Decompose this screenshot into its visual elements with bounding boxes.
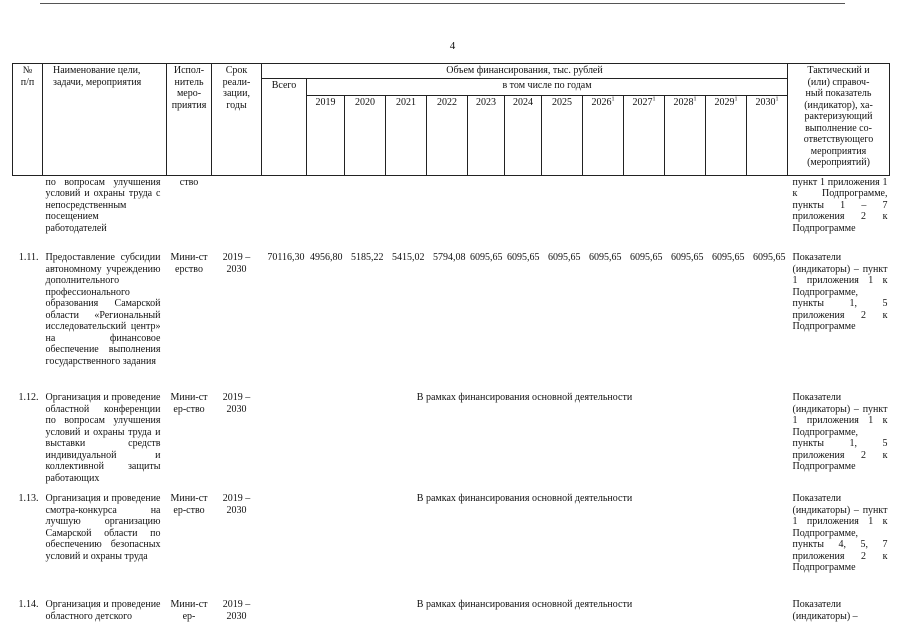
table-row — [13, 391, 890, 492]
row-indicator: пункт 1 приложения 1 к Подпрограмме, пункты 1 – 7 приложения 2 к Подпрограмме — [792, 176, 888, 234]
row-number: 1.13. — [18, 493, 39, 504]
header-year-2026: 2026$^1$ — [583, 95, 624, 175]
row-indicator: Показатели (индикаторы) – пункт 1 приложения 1 к Подпрограмме, пункты 1, 5 приложения 2 к Подпрограмме — [792, 252, 888, 332]
row-funding-empty — [262, 175, 788, 251]
header-indicator: Тактический и (или) справоч- ный показатель (индикатор), ха- рактеризующий выполнение со- ответствующего мероприятия (мероприятий) — [788, 64, 890, 176]
row-year-value: 5185,22 — [351, 252, 384, 263]
row-executor: Мини-стерство — [170, 252, 208, 275]
row-name: Предоставление субсидии автономному учреждению дополнительного профессионального образования Самарской области «Региональный исследовательский центр» на финансовое обеспечение выполнения государственного задания — [45, 252, 161, 367]
row-indicator: Показатели (индикаторы) – — [792, 599, 858, 622]
header-executor: Испол- нитель меро- приятия — [167, 64, 212, 176]
row-funding-note: В рамках финансирования основной деятельности — [416, 599, 633, 610]
header-year-2020: 2020 — [345, 95, 386, 175]
row-year-value: 5794,08 — [433, 252, 466, 263]
row-year-value: 6095,65 — [753, 252, 786, 263]
row-executor: Мини-стер-ство — [170, 392, 208, 415]
header-name: Наименование цели, задачи, мероприятия — [43, 64, 167, 176]
header-year-2019: 2019 — [307, 95, 345, 175]
row-total: 70116,30 — [267, 252, 305, 263]
row-name: по вопросам улучшения условий и охраны труда с непосредственным посещением работодателей — [45, 176, 161, 234]
row-term: 2019 – 2030 — [222, 252, 251, 275]
row-year-value: 6095,65 — [507, 252, 540, 263]
row-number: 1.12. — [18, 392, 39, 403]
header-years-group: в том числе по годам — [307, 78, 788, 95]
row-name: Организация и проведение областной конференции по вопросам улучшения условий и охраны труда и выставки средств индивидуальной и коллективной защиты работающих — [45, 392, 161, 484]
row-executor: Мини-стер-ство — [170, 493, 208, 516]
header-year-2022: 2022 — [427, 95, 468, 175]
header-term: Срок реали- зации, годы — [212, 64, 262, 176]
table-row — [13, 251, 890, 391]
row-term: 2019 – 2030 — [222, 392, 251, 415]
row-funding-note: В рамках финансирования основной деятельности — [416, 493, 633, 504]
header-year-2021: 2021 — [386, 95, 427, 175]
header-no: № п/п — [13, 64, 43, 176]
footnote-mark: 1 — [775, 96, 779, 103]
header-year-2025: 2025 — [542, 95, 583, 175]
row-number: 1.14. — [18, 599, 39, 610]
row-number — [13, 175, 43, 251]
row-indicator: Показатели (индикаторы) – пункт 1 приложения 1 к Подпрограмме, пункты 4, 5, 7 приложения 2 к Подпрограмме — [792, 493, 888, 573]
header-year-2030: 2030$^1$ — [747, 95, 788, 175]
footnote-mark: 1 — [693, 96, 697, 103]
header-year-2027: 2027$^1$ — [624, 95, 665, 175]
footnote-mark: 1 — [611, 96, 615, 103]
table-row — [13, 598, 890, 628]
row-executor: Мини-стер- — [170, 599, 208, 622]
row-name: Организация и проведение областного детского — [45, 599, 161, 622]
footnote-mark: 1 — [734, 96, 738, 103]
row-term: 2019 – 2030 — [222, 599, 251, 622]
row-year-value: 6095,65 — [630, 252, 663, 263]
funding-table — [12, 63, 890, 628]
header-total: Всего — [262, 78, 307, 175]
header-year-2023: 2023 — [468, 95, 505, 175]
row-year-value: 6095,65 — [671, 252, 704, 263]
row-name: Организация и проведение смотра-конкурса на лучшую организацию Самарской области по обеспечению безопасных условий и охраны труда — [45, 493, 161, 562]
row-term: 2019 – 2030 — [222, 493, 251, 516]
table-header — [13, 64, 890, 176]
header-year-2024: 2024 — [505, 95, 542, 175]
row-year-value: 6095,65 — [548, 252, 581, 263]
row-number: 1.11. — [18, 252, 39, 263]
row-year-value: 6095,65 — [589, 252, 622, 263]
row-year-value: 4956,80 — [310, 252, 343, 263]
header-year-2029: 2029$^1$ — [706, 95, 747, 175]
header-funding: Объем финансирования, тыс. рублей — [262, 64, 788, 79]
header-year-2028: 2028$^1$ — [665, 95, 706, 175]
footnote-mark: 1 — [652, 96, 656, 103]
row-funding-note: В рамках финансирования основной деятельности — [416, 392, 633, 403]
row-year-value: 5415,02 — [392, 252, 425, 263]
page-number: 4 — [449, 40, 456, 52]
top-rule — [40, 3, 845, 4]
row-year-value: 6095,65 — [712, 252, 745, 263]
table-row — [13, 175, 890, 251]
row-executor: ство — [179, 176, 199, 188]
table-body — [13, 175, 890, 628]
table-row — [13, 492, 890, 598]
row-term — [212, 175, 262, 251]
row-indicator: Показатели (индикаторы) – пункт 1 приложения 1 к Подпрограмме, пункты 1, 5 приложения 2 к Подпрограмме — [792, 392, 888, 472]
row-year-value: 6095,65 — [470, 252, 503, 263]
